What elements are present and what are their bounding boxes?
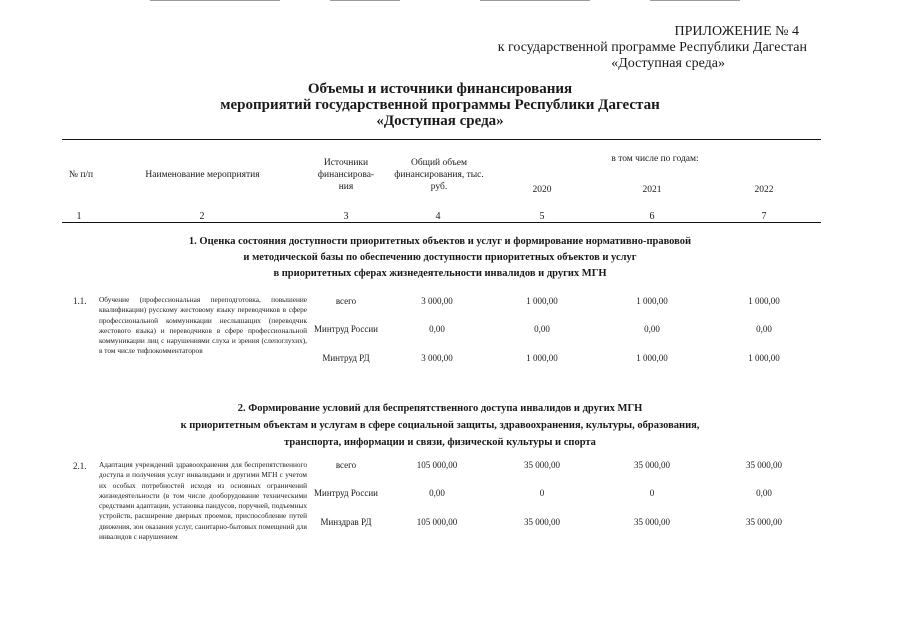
header-year-2021: 2021 <box>642 185 662 195</box>
header-name: Наименование мероприятия <box>145 170 260 180</box>
table-cell-total: 0,00 <box>429 488 445 498</box>
table-cell-total: 0,00 <box>429 324 445 334</box>
table-header-rule <box>62 222 821 223</box>
section-heading-line: 2. Формирование условий для беспрепятственного доступа инвалидов и других МГН <box>237 403 643 414</box>
item-name: Адаптация учреждений здравоохранения для беспрепятственного доступа и получения услуг инвалидами и другими МГН с учетом их особых потребностей исходя из основных ограничений жизнедеятельности (в том числе дооборудование техническими средствами адаптации, установка пандусов, поручней, подъемных устройств, расширение дверных проемов, приспособление путей движения, зон оказания услуг, санитарно-бытовых помещений для инвалидов с нарушением <box>99 460 307 542</box>
column-number: 7 <box>761 211 767 222</box>
table-cell-2020: 1 000,00 <box>526 296 558 306</box>
column-number: 5 <box>539 211 545 222</box>
document-title-line: мероприятий государственной программы Республики Дагестан <box>220 97 660 113</box>
table-cell-total: 105 000,00 <box>416 517 458 527</box>
section-heading-line: транспорта, информации и связи, физической культуры и спорта <box>284 437 596 448</box>
header-by-years: в том числе по годам: <box>611 154 699 164</box>
table-cell-2021: 0 <box>649 488 655 498</box>
item-number: 2.1. <box>73 461 87 471</box>
table-cell-total: 3 000,00 <box>421 296 453 306</box>
document-title <box>180 81 700 129</box>
section-heading-line: 1. Оценка состояния доступности приоритетных объектов и услуг и формирование нормативно-правовой <box>188 236 692 247</box>
header-year-2022: 2022 <box>754 185 774 195</box>
appendix-subtitle: к государственной программе Республики Дагестан <box>497 40 807 55</box>
header-total-line: финансирования, тыс. <box>394 170 484 180</box>
table-cell-2022: 1 000,00 <box>748 296 780 306</box>
table-cell-source: всего <box>335 460 357 470</box>
table-cell-total: 105 000,00 <box>416 460 458 470</box>
section-heading-line: к приоритетным объектам и услугам в сфере социальной защиты, здравоохранения, культуры, образования, <box>180 420 700 431</box>
column-number: 2 <box>199 211 205 222</box>
table-cell-2021: 1 000,00 <box>636 296 668 306</box>
header-total <box>384 157 494 193</box>
header-total-line: руб. <box>430 182 448 192</box>
table-cell-2021: 35 000,00 <box>634 517 670 527</box>
table-cell-2020: 0,00 <box>534 324 550 334</box>
document-title-line: «Доступная среда» <box>376 113 504 129</box>
column-number: 4 <box>435 211 441 222</box>
table-cell-source: всего <box>335 296 357 306</box>
scan-artifact-line <box>150 0 280 1</box>
scan-artifact-line <box>650 0 740 1</box>
scan-artifact-line <box>480 0 590 1</box>
table-cell-source: Минтруд России <box>314 488 378 498</box>
header-sources <box>306 157 386 193</box>
appendix-heading <box>447 24 807 72</box>
appendix-title: ПРИЛОЖЕНИЕ № 4 <box>674 24 799 39</box>
document-title-line: Объемы и источники финансирования <box>307 81 573 97</box>
item-number: 1.1. <box>73 296 87 306</box>
table-cell-source: Минтруд РД <box>322 353 370 363</box>
table-cell-2022: 35 000,00 <box>746 517 782 527</box>
table-cell-2021: 0,00 <box>644 324 660 334</box>
table-top-rule <box>62 139 821 140</box>
table-cell-2022: 1 000,00 <box>748 353 780 363</box>
item-name: Обучение (профессиональная переподготовка, повышение квалификации) русскому жестовому языку переводчиков в сфере профессиональной коммуникации неслышащих (переводчик жестового языка) и переводчиков в сфере профессиональной коммуникации лиц с нарушениями слуха и зрения (слепоглухих), в том числе тифлокомментаторов <box>99 295 307 356</box>
scan-artifact-line <box>330 0 400 1</box>
table-cell-source: Минздрав РД <box>320 517 372 527</box>
section-heading-line: и методической базы по обеспечению доступности приоритетных объектов и услуг <box>243 252 637 263</box>
section-heading-line: в приоритетных сферах жизнедеятельности инвалидов и других МГН <box>273 268 607 279</box>
table-cell-2021: 1 000,00 <box>636 353 668 363</box>
table-cell-2020: 0 <box>539 488 545 498</box>
column-number: 3 <box>343 211 349 222</box>
table-cell-2020: 35 000,00 <box>524 460 560 470</box>
column-number: 1 <box>76 211 82 222</box>
table-cell-2020: 35 000,00 <box>524 517 560 527</box>
table-cell-2020: 1 000,00 <box>526 353 558 363</box>
table-cell-2022: 0,00 <box>756 488 772 498</box>
table-cell-2022: 35 000,00 <box>746 460 782 470</box>
header-num: № п/п <box>68 170 94 180</box>
header-sources-line: ния <box>338 182 354 192</box>
header-total-line: Общий объем <box>410 158 468 168</box>
appendix-program-name: «Доступная среда» <box>611 56 725 71</box>
header-year-2020: 2020 <box>532 185 552 195</box>
column-number: 6 <box>649 211 655 222</box>
table-cell-2022: 0,00 <box>756 324 772 334</box>
header-sources-line: Источники <box>323 158 369 168</box>
table-cell-total: 3 000,00 <box>421 353 453 363</box>
header-sources-line: финансирова- <box>317 170 375 180</box>
table-cell-2021: 35 000,00 <box>634 460 670 470</box>
table-cell-source: Минтруд России <box>314 324 378 334</box>
